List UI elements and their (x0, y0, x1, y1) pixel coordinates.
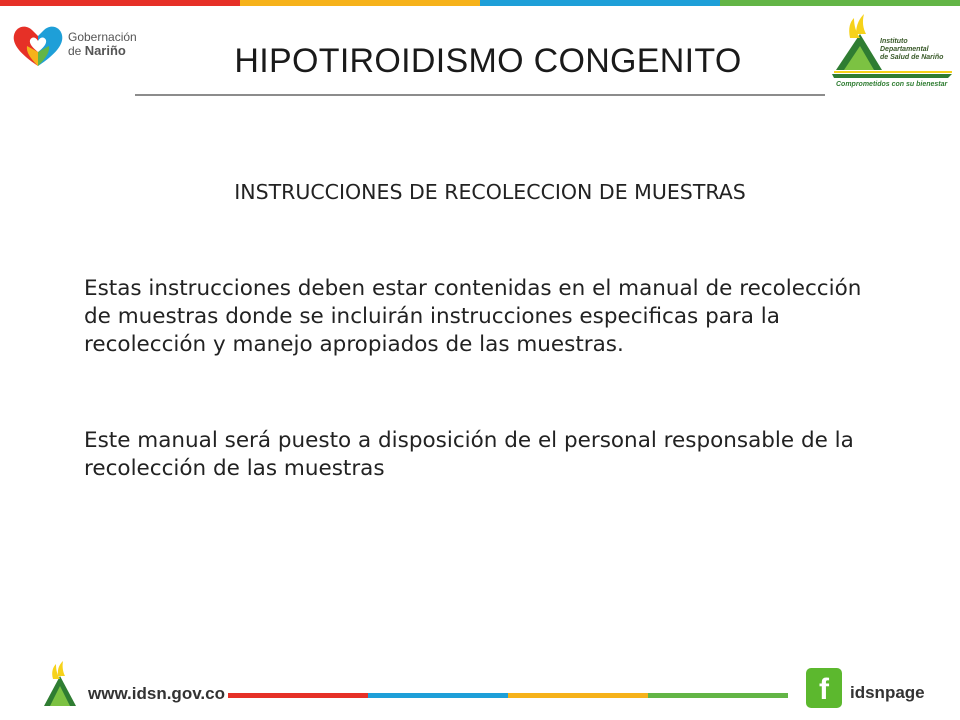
idsn-line1: Instituto (880, 38, 908, 45)
gob-line1: Gobernación (68, 30, 137, 44)
top-bar-red (0, 0, 240, 6)
footer-color-bar (228, 693, 788, 698)
idsn-line2: Departamental (880, 46, 929, 53)
top-bar-yellow (240, 0, 480, 6)
slide-title: HIPOTIROIDISMO CONGENITO (234, 42, 742, 80)
facebook-glyph: f (819, 673, 829, 706)
paragraph-1: Estas instrucciones deben estar contenidas en el manual de recolección de muestras donde se incluirán instrucciones especificas para la recolección y manejo apropiados de las muestras. (84, 276, 862, 357)
footer-bar-green (648, 693, 788, 698)
gob-line2: de Nariño (68, 43, 126, 58)
footer-bar-yellow (508, 693, 648, 698)
facebook-handle-link[interactable]: idsnpage (850, 683, 925, 702)
idsn-tagline: Comprometidos con su bienestar (836, 81, 948, 88)
paragraph-2: Este manual será puesto a disposición de el personal responsable de la recolección de las muestras (84, 428, 854, 481)
footer-bar-red (228, 693, 368, 698)
footer-bar-blue (368, 693, 508, 698)
footer-website-link[interactable]: www.idsn.gov.co (88, 684, 225, 703)
idsn-logo-text (880, 38, 943, 62)
gobernacion-logo-text (68, 30, 137, 58)
top-bar-green (720, 0, 960, 6)
title-divider (135, 94, 825, 96)
slide-subtitle: INSTRUCCIONES DE RECOLECCION DE MUESTRAS (234, 180, 746, 204)
footer-idsn-logo-icon (42, 660, 82, 710)
facebook-icon[interactable] (806, 668, 842, 708)
top-bar-blue (480, 0, 720, 6)
top-color-bar (0, 0, 960, 6)
idsn-line3: de Salud de Nariño (880, 54, 944, 61)
